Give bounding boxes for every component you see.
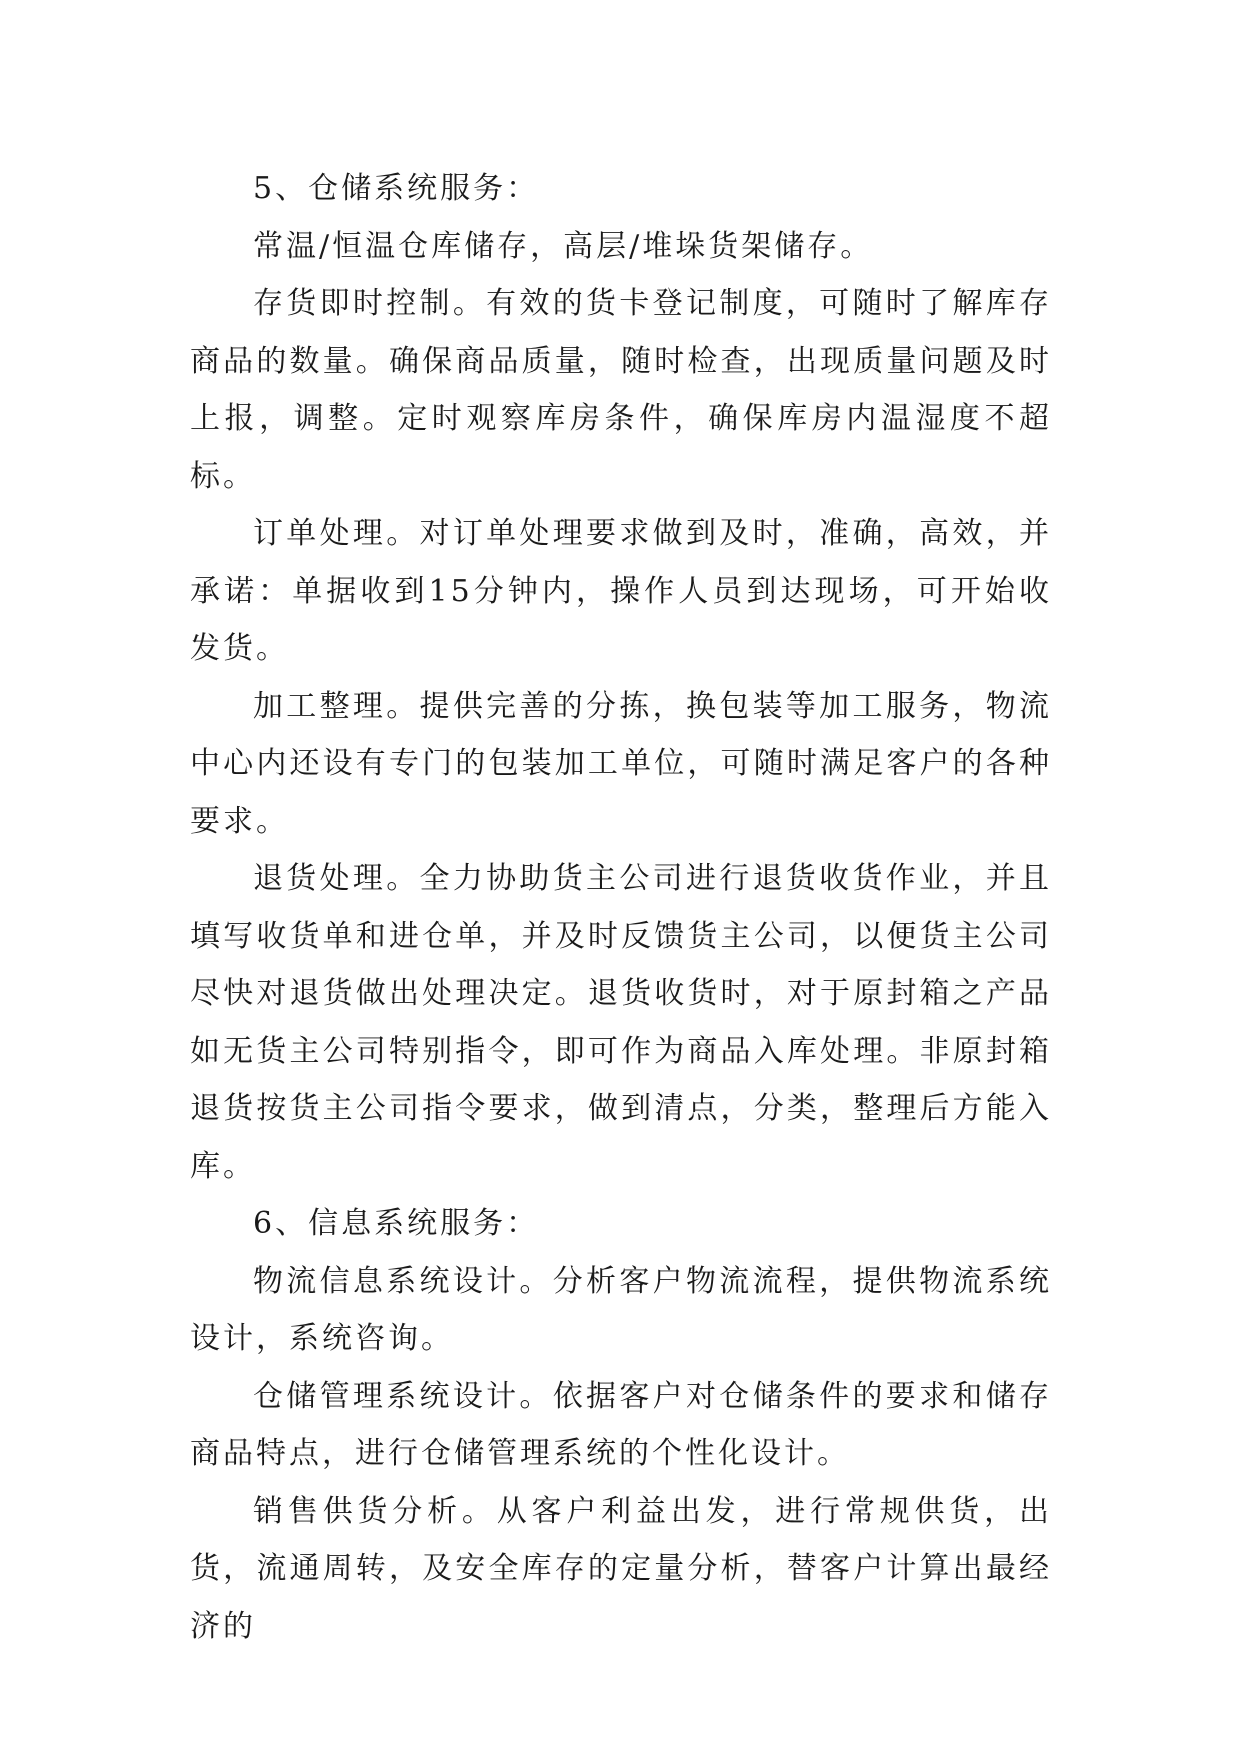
paragraph-returns: 退货处理。全力协助货主公司进行退货收货作业，并且填写收货单和进仓单，并及时反馈货主公司，以便货主公司尽快对退货做出处理决定。退货收货时，对于原封箱之产品如无货主公司特别指令，即可作为商品入库处理。非原封箱退货按货主公司指令要求，做到清点，分类，整理后方能入库。	[190, 861, 1052, 1184]
paragraph-processing: 加工整理。提供完善的分拣，换包装等加工服务，物流中心内还设有专门的包装加工单位，可随时满足客户的各种要求。	[190, 688, 1052, 839]
paragraph-inventory-control: 存货即时控制。有效的货卡登记制度，可随时了解库存商品的数量。确保商品质量，随时检查，出现质量问题及时上报，调整。定时观察库房条件，确保库房内温湿度不超标。	[190, 286, 1052, 494]
section-heading-information: 6、信息系统服务：	[253, 1206, 540, 1241]
paragraph-sales-analysis: 销售供货分析。从客户利益出发，进行常规供货，出货，流通周转，及安全库存的定量分析，替客户计算出最经济的	[190, 1493, 1052, 1644]
paragraph-logistics-info-design: 物流信息系统设计。分析客户物流流程，提供物流系统设计，系统咨询。	[190, 1263, 1052, 1356]
paragraph-storage: 常温/恒温仓库储存，高层/堆垛货架储存。	[253, 228, 874, 264]
section-heading-warehousing: 5、仓储系统服务：	[253, 171, 540, 206]
document-body	[190, 160, 1052, 1655]
paragraph-order-processing: 订单处理。对订单处理要求做到及时，准确，高效，并承诺：单据收到15分钟内，操作人员到达现场，可开始收发货。	[190, 516, 1052, 666]
paragraph-wms-design: 仓储管理系统设计。依据客户对仓储条件的要求和储存商品特点，进行仓储管理系统的个性化设计。	[190, 1378, 1052, 1471]
